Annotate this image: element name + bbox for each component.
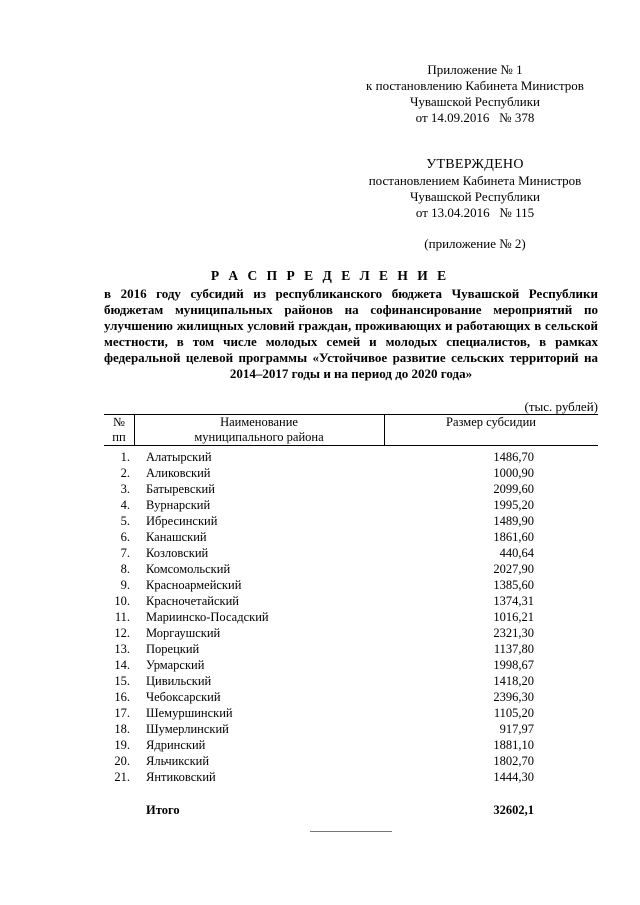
row-district-name: Шемуршинский — [146, 706, 233, 720]
row-subsidy-value: 2099,60 — [493, 482, 534, 496]
appendix-line-2: к постановлению Кабинета Министров — [366, 78, 584, 93]
row-district-name: Моргаушский — [146, 626, 221, 640]
table-row — [104, 737, 598, 753]
table-header — [104, 414, 598, 446]
row-subsidy-value: 1998,67 — [493, 658, 534, 672]
table-row — [104, 513, 598, 529]
table-row — [104, 705, 598, 721]
row-subsidy-value: 1000,90 — [493, 466, 534, 480]
table-row — [104, 673, 598, 689]
row-subsidy-value: 1489,90 — [493, 514, 534, 528]
row-subsidy-value: 2396,30 — [493, 690, 534, 704]
row-subsidy-value: 1385,60 — [493, 578, 534, 592]
row-number: 19. — [114, 738, 130, 752]
row-district-name: Козловский — [146, 546, 209, 560]
approval-block — [340, 157, 610, 221]
row-number: 20. — [114, 754, 130, 768]
header-number — [104, 415, 135, 445]
row-district-name: Ядринский — [146, 738, 206, 752]
row-district-name: Шумерлинский — [146, 722, 229, 736]
row-district-name: Красночетайский — [146, 594, 239, 608]
row-number: 13. — [114, 642, 130, 656]
row-number: 1. — [120, 450, 130, 464]
row-district-name: Цивильский — [146, 674, 212, 688]
table-body — [104, 449, 598, 785]
table-row — [104, 625, 598, 641]
appendix-line-3: Чувашской Республики — [409, 94, 541, 109]
approval-title: УТВЕРЖДЕНО — [426, 157, 524, 172]
total-row — [104, 803, 598, 819]
row-subsidy-value: 1418,20 — [493, 674, 534, 688]
row-subsidy-value: 917,97 — [499, 722, 534, 736]
row-number: 3. — [120, 482, 130, 496]
total-label: Итого — [146, 803, 180, 817]
table-row — [104, 449, 598, 465]
row-subsidy-value: 2321,30 — [493, 626, 534, 640]
header-district — [134, 415, 385, 445]
table-row — [104, 545, 598, 561]
table-row — [104, 689, 598, 705]
row-district-name: Красноармейский — [146, 578, 242, 592]
table-row — [104, 609, 598, 625]
row-number: 6. — [120, 530, 130, 544]
row-district-name: Янтиковский — [146, 770, 216, 784]
appendix-note: (приложение № 2) — [424, 236, 526, 251]
row-number: 4. — [120, 498, 130, 512]
row-district-name: Ибресинский — [146, 514, 218, 528]
row-number: 10. — [114, 594, 130, 608]
approval-line-3: Чувашской Республики — [409, 189, 541, 204]
row-district-name: Яльчикский — [146, 754, 210, 768]
row-district-name: Мариинско-Посадский — [146, 610, 269, 624]
header-number-line-2: пп — [112, 430, 126, 444]
appendix-line-1: Приложение № 1 — [427, 62, 523, 77]
row-district-name: Канашский — [146, 530, 207, 544]
row-subsidy-value: 1444,30 — [493, 770, 534, 784]
table-row — [104, 641, 598, 657]
row-subsidy-value: 1861,60 — [493, 530, 534, 544]
row-subsidy-value: 1137,80 — [493, 642, 534, 656]
header-number-line-1: № — [113, 415, 125, 429]
row-subsidy-value: 1374,31 — [493, 594, 534, 608]
table-row — [104, 753, 598, 769]
table-row — [104, 577, 598, 593]
table-row — [104, 593, 598, 609]
row-number: 9. — [120, 578, 130, 592]
row-district-name: Алатырский — [146, 450, 212, 464]
table-row — [104, 481, 598, 497]
document-title: Р А С П Р Е Д Е Л Е Н И Е — [210, 268, 450, 283]
document-subtitle: в 2016 году субсидий из республиканского бюджета Чувашской Республики бюджетам муниципальных районов на софинансирование мероприятий по улучшению жилищных условий граждан, проживающих и работающих в сельской местности, в том числе молодых семей и молодых специалистов, в рамках федеральной целевой программы «Устойчивое развитие сельских территорий на 2014–2017 годы и на период до 2020 года» — [104, 286, 598, 381]
table-row — [104, 769, 598, 785]
table-row — [104, 465, 598, 481]
appendix-line-4: от 14.09.2016 № 378 — [415, 110, 535, 125]
table-row — [104, 657, 598, 673]
row-number: 11. — [114, 610, 130, 624]
row-subsidy-value: 1016,21 — [493, 610, 534, 624]
appendix-header — [340, 62, 610, 126]
header-district-line-1: Наименование — [220, 415, 298, 429]
row-subsidy-value: 1802,70 — [493, 754, 534, 768]
row-district-name: Вурнарский — [146, 498, 211, 512]
header-amount-label: Размер субсидии — [446, 415, 536, 429]
table-row — [104, 497, 598, 513]
row-district-name: Чебоксарский — [146, 690, 221, 704]
table-row — [104, 529, 598, 545]
row-subsidy-value: 440,64 — [499, 546, 534, 560]
row-number: 2. — [120, 466, 130, 480]
row-subsidy-value: 1105,20 — [493, 706, 534, 720]
row-number: 17. — [114, 706, 130, 720]
row-district-name: Аликовский — [146, 466, 211, 480]
row-district-name: Батыревский — [146, 482, 215, 496]
row-subsidy-value: 1995,20 — [493, 498, 534, 512]
footer-divider — [310, 831, 392, 832]
row-number: 14. — [114, 658, 130, 672]
total-value: 32602,1 — [493, 803, 534, 817]
row-subsidy-value: 1486,70 — [493, 450, 534, 464]
row-subsidy-value: 2027,90 — [493, 562, 534, 576]
table-row — [104, 721, 598, 737]
row-number: 18. — [114, 722, 130, 736]
row-number: 21. — [114, 770, 130, 784]
table-row — [104, 561, 598, 577]
units-label: (тыс. рублей) — [524, 399, 598, 414]
header-amount — [384, 415, 598, 445]
header-district-line-2: муниципального района — [194, 430, 324, 444]
row-number: 15. — [114, 674, 130, 688]
approval-line-4: от 13.04.2016 № 115 — [415, 205, 535, 220]
row-district-name: Порецкий — [146, 642, 200, 656]
row-number: 12. — [114, 626, 130, 640]
approval-line-2: постановлением Кабинета Министров — [368, 173, 582, 188]
row-number: 7. — [120, 546, 130, 560]
row-number: 8. — [120, 562, 130, 576]
row-subsidy-value: 1881,10 — [493, 738, 534, 752]
row-number: 5. — [120, 514, 130, 528]
row-number: 16. — [114, 690, 130, 704]
row-district-name: Урмарский — [146, 658, 205, 672]
row-district-name: Комсомольский — [146, 562, 231, 576]
